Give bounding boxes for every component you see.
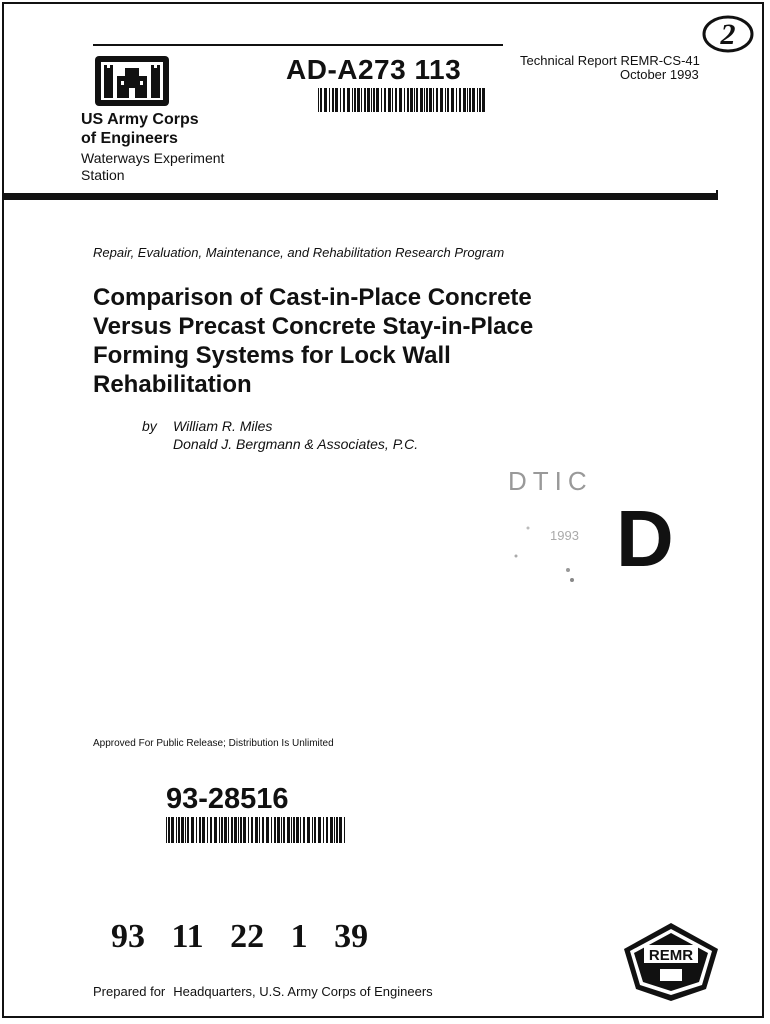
remr-logo-icon (622, 921, 720, 1003)
barcode-bar (199, 817, 201, 843)
barcode-bar (312, 817, 313, 843)
barcode-bar (185, 817, 186, 843)
barcode-bar (395, 88, 397, 112)
date-code (111, 918, 386, 956)
barcode-bar (219, 817, 220, 843)
barcode-bar (451, 88, 454, 112)
castle-logo-icon (95, 56, 169, 106)
barcode-bar (482, 88, 485, 112)
barcode-bar (459, 88, 461, 112)
prepared-recipient: Headquarters, U.S. Army Corps of Engineers (173, 984, 433, 999)
lab-name-line1: Waterways Experiment (81, 150, 225, 166)
barcode-bar (318, 88, 319, 112)
barcode-bar (357, 88, 360, 112)
barcode-bar (426, 88, 428, 112)
barcode-bar (281, 817, 282, 843)
barcode-bar (314, 817, 316, 843)
barcode-bar (392, 88, 393, 112)
barcode-bar (251, 817, 253, 843)
report-date: October 1993 (620, 67, 699, 82)
barcode-bar (367, 88, 370, 112)
barcode-bar (176, 817, 177, 843)
barcode-bar (479, 88, 481, 112)
barcode-bar (436, 88, 438, 112)
lab-name-line2: Station (81, 167, 125, 183)
barcode-bar (287, 817, 290, 843)
barcode-bar (178, 817, 180, 843)
barcode-bar (240, 817, 242, 843)
barcode-bar (429, 88, 432, 112)
barcode-bar (447, 88, 449, 112)
barcode-bar (320, 88, 322, 112)
document-number: 93-28516 (166, 783, 289, 815)
barcode-bar (388, 88, 391, 112)
barcode-bar (207, 817, 208, 843)
barcode-bar (248, 817, 249, 843)
date-code-part: 1 (290, 918, 308, 955)
barcode-bar (361, 88, 362, 112)
barcode-bar (323, 817, 324, 843)
barcode-bar (243, 817, 246, 843)
remr-logo-text: REMR (648, 947, 694, 964)
barcode-bar (303, 817, 305, 843)
barcode-bar (354, 88, 356, 112)
barcode-bar (221, 817, 223, 843)
barcode-bar (296, 817, 299, 843)
barcode-bar (404, 88, 405, 112)
barcode-bar (228, 817, 229, 843)
barcode-bar (344, 817, 345, 843)
accession-barcode (318, 88, 486, 112)
report-number: Technical Report REMR-CS-41 (520, 53, 700, 68)
date-code-part: 22 (230, 918, 265, 955)
barcode-bar (238, 817, 239, 843)
title-line-1: Comparison of Cast-in-Place Concrete (93, 284, 532, 311)
document-barcode (166, 817, 346, 843)
barcode-bar (262, 817, 264, 843)
barcode-bar (410, 88, 413, 112)
header-rule (93, 44, 503, 46)
barcode-bar (469, 88, 471, 112)
date-code-part: 93 (111, 918, 145, 955)
barcode-bar (259, 817, 260, 843)
barcode-bar (424, 88, 425, 112)
barcode-bar (274, 817, 276, 843)
barcode-bar (332, 88, 334, 112)
barcode-bar (340, 88, 341, 112)
barcode-bar (463, 88, 466, 112)
barcode-bar (336, 817, 338, 843)
barcode-bar (416, 88, 418, 112)
agency-name-line1: US Army Corps (81, 111, 199, 128)
barcode-bar (234, 817, 237, 843)
barcode-bar (196, 817, 197, 843)
barcode-bar (168, 817, 170, 843)
dtic-stamp (488, 458, 674, 598)
title-line-2: Versus Precast Concrete Stay-in-Place (93, 313, 534, 340)
handwritten-mark-text: 2 (720, 18, 736, 51)
barcode-bar (293, 817, 295, 843)
barcode-bar (318, 817, 321, 843)
release-statement: Approved For Public Release; Distribution Is Unlimited (93, 738, 334, 749)
barcode-bar (477, 88, 478, 112)
accession-number: AD-A273 113 (286, 54, 462, 85)
barcode-bar (255, 817, 258, 843)
header-divider (4, 193, 718, 200)
barcode-bar (440, 88, 443, 112)
barcode-bar (307, 817, 310, 843)
barcode-bar (339, 817, 342, 843)
barcode-bar (407, 88, 409, 112)
prepared-label: Prepared for (93, 984, 166, 999)
barcode-bar (271, 817, 272, 843)
prepared-for (93, 984, 433, 999)
barcode-bar (335, 88, 338, 112)
barcode-bar (329, 88, 330, 112)
barcode-bar (324, 88, 327, 112)
barcode-bar (381, 88, 382, 112)
byline-label: by (142, 418, 157, 434)
barcode-bar (171, 817, 174, 843)
stamp-text-top: DTIC (508, 466, 593, 496)
barcode-bar (326, 817, 328, 843)
barcode-bar (343, 88, 345, 112)
barcode-bar (472, 88, 475, 112)
barcode-bar (433, 88, 434, 112)
barcode-bar (399, 88, 402, 112)
program-name: Repair, Evaluation, Maintenance, and Rehabilitation Research Program (93, 245, 505, 260)
barcode-bar (414, 88, 415, 112)
barcode-bar (467, 88, 468, 112)
date-code-part: 11 (171, 918, 204, 955)
barcode-bar (384, 88, 386, 112)
document-title (93, 283, 653, 399)
header-divider-end (716, 190, 718, 200)
barcode-bar (266, 817, 269, 843)
barcode-bar (373, 88, 375, 112)
barcode-bar (191, 817, 194, 843)
barcode-bar (300, 817, 301, 843)
barcode-bar (445, 88, 446, 112)
author-affiliation: Donald J. Bergmann & Associates, P.C. (173, 436, 419, 452)
handwritten-mark-icon (698, 14, 756, 54)
barcode-bar (376, 88, 379, 112)
barcode-bar (291, 817, 292, 843)
title-line-4: Rehabilitation (93, 371, 252, 398)
barcode-bar (283, 817, 285, 843)
barcode-bar (166, 817, 167, 843)
barcode-bar (277, 817, 280, 843)
barcode-bar (347, 88, 350, 112)
barcode-bar (352, 88, 353, 112)
barcode-bar (224, 817, 227, 843)
agency-name-line2: of Engineers (81, 130, 178, 147)
barcode-bar (330, 817, 333, 843)
barcode-bar (181, 817, 184, 843)
stamp-text-mid: 1993 (550, 528, 579, 543)
author-name: William R. Miles (173, 418, 273, 434)
barcode-bar (187, 817, 189, 843)
barcode-bar (371, 88, 372, 112)
barcode-bar (364, 88, 366, 112)
date-code-part: 39 (334, 918, 369, 955)
stamp-letter: D (616, 494, 674, 583)
barcode-bar (334, 817, 335, 843)
barcode-bar (231, 817, 233, 843)
barcode-bar (214, 817, 217, 843)
barcode-bar (420, 88, 423, 112)
title-line-3: Forming Systems for Lock Wall (93, 342, 451, 369)
barcode-bar (210, 817, 212, 843)
barcode-bar (202, 817, 205, 843)
barcode-bar (456, 88, 457, 112)
